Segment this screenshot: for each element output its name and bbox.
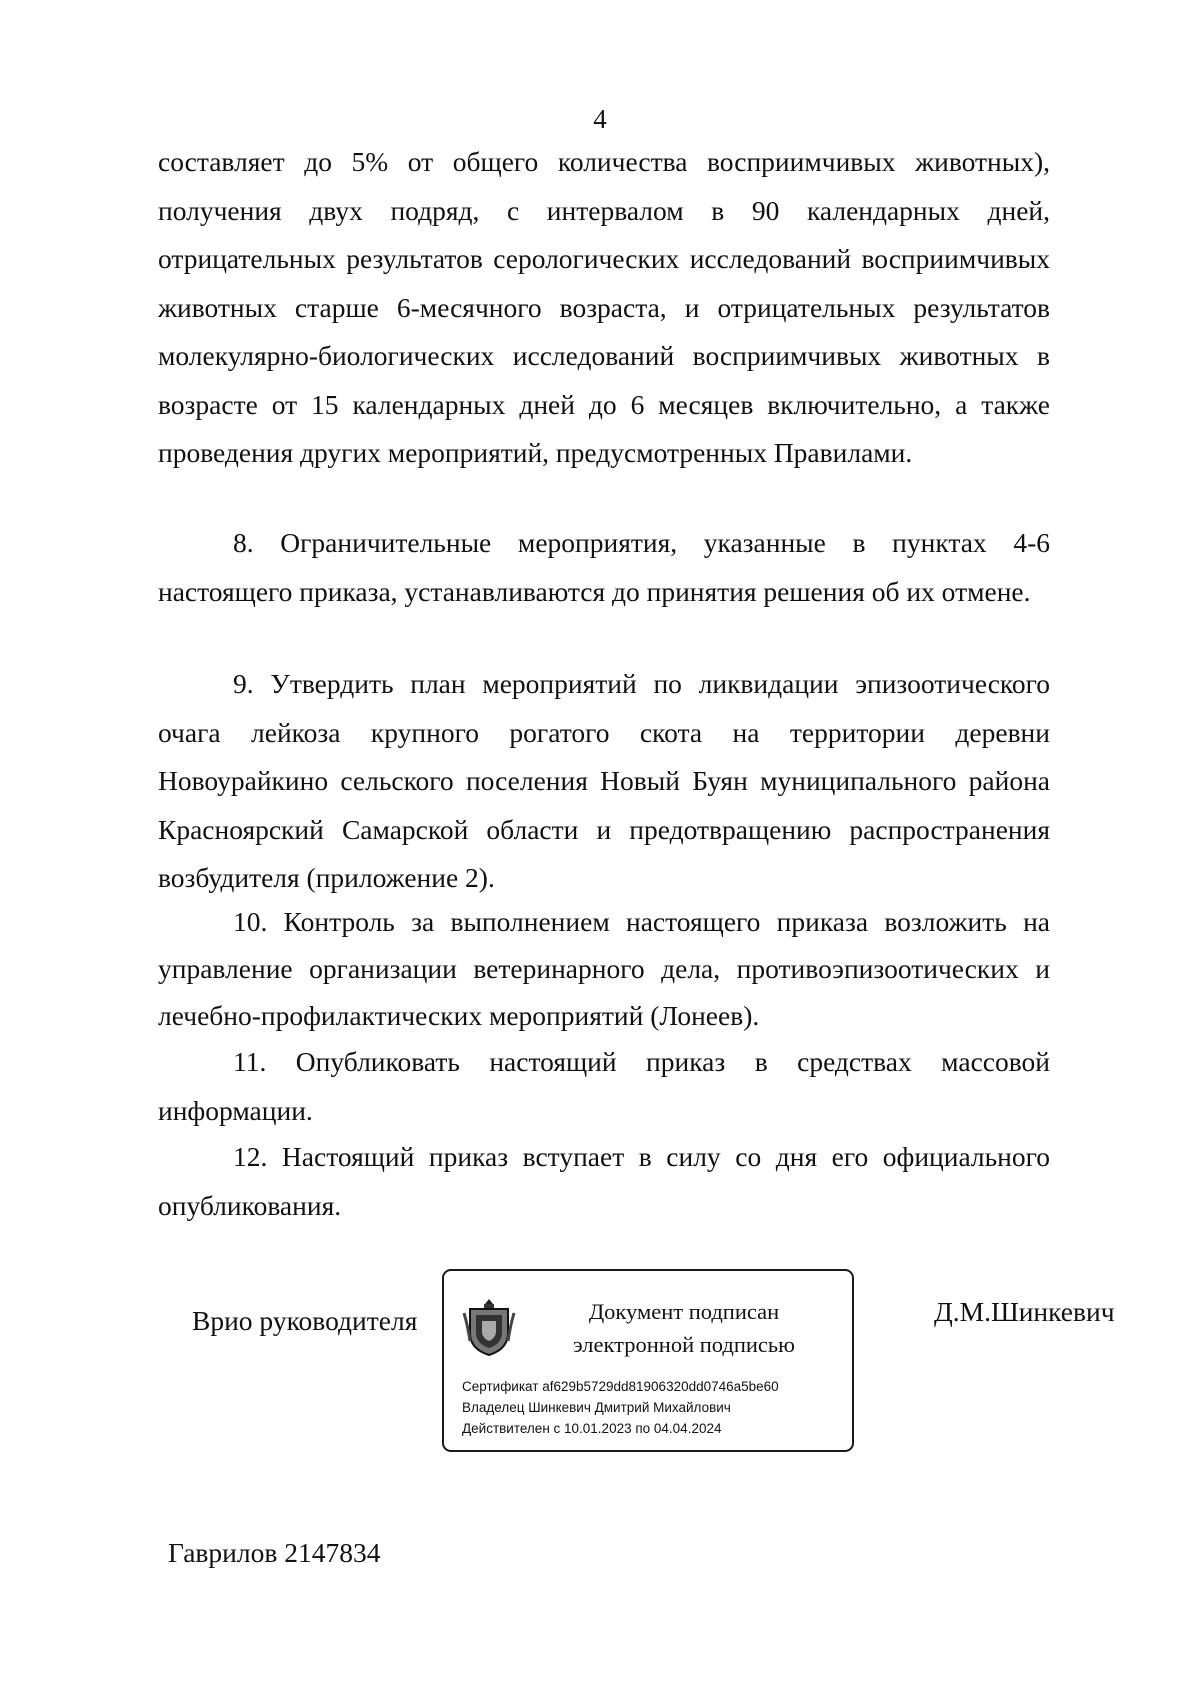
certificate-validity: Действителен с 10.01.2023 по 04.04.2024 bbox=[462, 1421, 722, 1436]
coat-of-arms-icon bbox=[462, 1297, 516, 1357]
signatory-position: Врио руководителя bbox=[192, 1305, 418, 1336]
paragraph-item-11: 11. Опубликовать настоящий приказ в средствах массовой информации. bbox=[158, 1046, 1050, 1126]
paragraph-item-8: 8. Ограничительные мероприятия, указанные в пунктах 4-6 настоящего приказа, устанавливаются до принятия решения об их отмене. bbox=[158, 527, 1050, 607]
certificate-owner: Владелец Шинкевич Дмитрий Михайлович bbox=[462, 1400, 731, 1415]
stamp-title-line-2: электронной подписью bbox=[573, 1332, 795, 1357]
electronic-signature-stamp bbox=[442, 1269, 854, 1452]
stamp-details bbox=[462, 1376, 779, 1439]
executor-info: Гаврилов 2147834 bbox=[168, 1537, 381, 1568]
page-number: 4 bbox=[593, 104, 607, 134]
paragraph-item-10: 10. Контроль за выполнением настоящего приказа возложить на управление организации ветеринарного дела, противоэпизоотических и лечебно-профилактических мероприятий (Лонеев). bbox=[158, 906, 1050, 1031]
signatory-name: Д.М.Шинкевич bbox=[934, 1296, 1115, 1327]
paragraph-item-9: 9. Утвердить план мероприятий по ликвидации эпизоотического очага лейкоза крупного рогатого скота на территории деревни Новоурайкино сельского поселения Новый Буян муниципального района Красноярский Самарской области и предотвращению распространения возбудителя (приложение 2). bbox=[158, 668, 1050, 893]
paragraph-item-12: 12. Настоящий приказ вступает в силу со дня его официального опубликования. bbox=[158, 1141, 1050, 1221]
certificate-number: Сертификат af629b5729dd81906320dd0746a5be60 bbox=[462, 1379, 779, 1394]
paragraph-continuation: составляет до 5% от общего количества восприимчивых животных), получения двух подряд, с интервалом в 90 календарных дней, отрицательных результатов серологических исследований восприимчивых животных старше 6-месячного возраста, и отрицательных результатов молекулярно-биологических исследований восприимчивых животных в возрасте от 15 календарных дней до 6 месяцев включительно, а также проведения других мероприятий, предусмотренных Правилами. bbox=[158, 146, 1050, 468]
stamp-title-line-1: Документ подписан bbox=[588, 1299, 780, 1324]
stamp-title bbox=[524, 1295, 844, 1361]
